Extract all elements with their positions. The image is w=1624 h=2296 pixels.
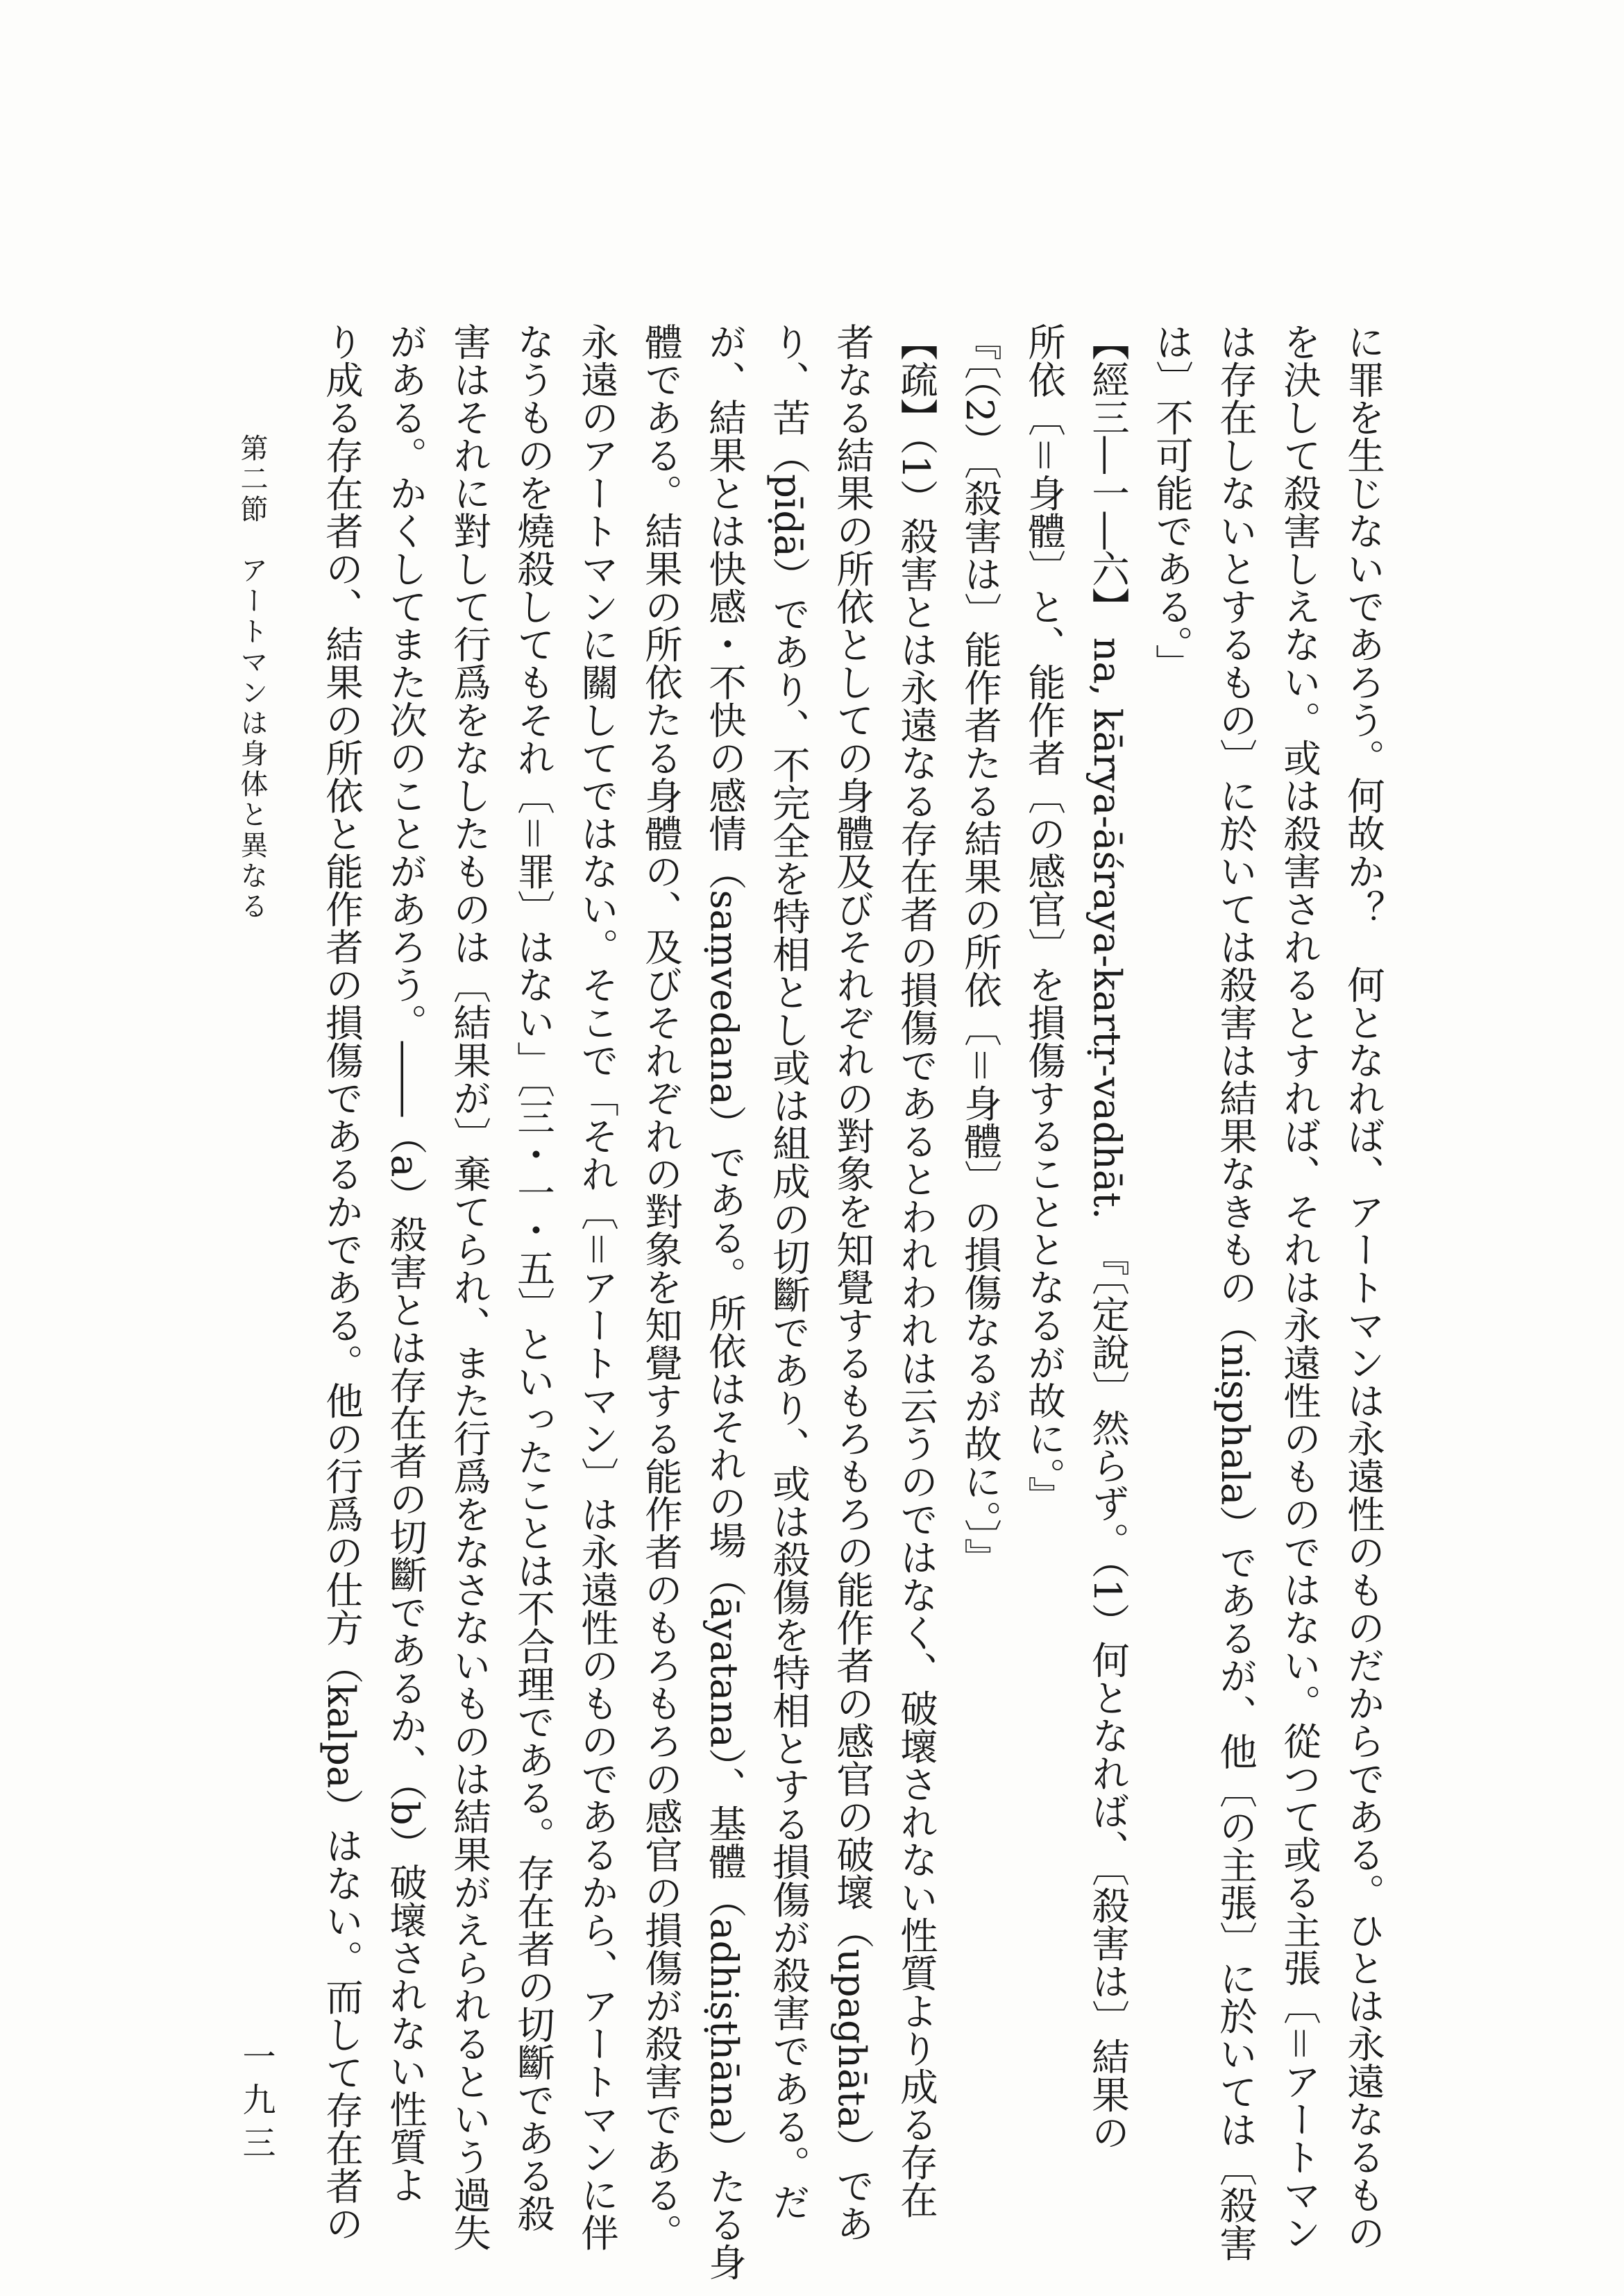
text-line: が、結果とは快感・不快の感情（saṃvedana）である。所依はそれの場（āyatana）、基體（adhiṣṭhāna）たる身 bbox=[702, 323, 747, 2281]
text-line: り成る存在者の、結果の所依と能作者の損傷であるかである。他の行爲の仕方（kalpa）はない。而して存在者の bbox=[319, 323, 364, 2243]
text-line: り、苦（pīḍā）であり、不完全を特相とし或は組成の切斷であり、或は殺傷を特相とする損傷が殺害である。だ bbox=[766, 323, 811, 2221]
page-footer bbox=[232, 434, 281, 2168]
text-line: 害はそれに對して行爲をなしたものは〔結果が〕棄てられ、また行爲をなさないものは結果がえられるという過失 bbox=[447, 323, 491, 2252]
page-number: 一九三 bbox=[237, 2039, 276, 2168]
body-text bbox=[310, 323, 1395, 2281]
text-line: 體である。結果の所依たる身體の、及びそれぞれの對象を知覺する能作者のもろもろの感官の損傷が殺害である。 bbox=[638, 323, 683, 2252]
text-line: に罪を生じないであろう。何故か？ 何となれば、アートマンは永遠性のものだからである。ひとは永遠なるもの bbox=[1341, 323, 1385, 2252]
text-line: 永遠のアートマンに關してではない。そこで「それ〔＝アートマン〕は永遠性のものであるから、アートマンに伴 bbox=[575, 323, 619, 2252]
text-line: は〕不可能である。」 bbox=[1149, 323, 1194, 682]
text-line: 者なる結果の所依としての身體及びそれぞれの對象を知覺するもろもろの能作者の感官の破壞（upaghāta）であ bbox=[830, 323, 874, 2243]
commentary-heading-line: 【疏】（1）殺害とは永遠なる存在者の損傷であるとわれわれは云うのではなく、破壞されない性質より成る存在 bbox=[894, 323, 938, 2219]
sutra-heading-line: 【經三―一―六】 na, kārya-āśraya-kartṛ-vadhāt. 『〔定說〕然らず。（1）何となれば、〔殺害は〕結果の bbox=[1085, 323, 1130, 2152]
text-line: は存在しないとするもの〕に於いては殺害は結果なきもの（niṣphala）であるが、他〔の主張〕に於いては〔殺害 bbox=[1213, 323, 1258, 2262]
text-line: を決して殺害しえない。或は殺害されるとすれば、それは永遠性のものではない。從つて或る主張〔＝アートマン bbox=[1277, 323, 1321, 2252]
text-line: がある。かくしてまた次のことがあろう。――（a）殺害とは存在者の切斷であるか、（b）破壞されない性質よ bbox=[383, 323, 428, 2204]
text-line: 『〔（2）〔殺害は〕能作者たる結果の所依〔＝身體〕の損傷なるが故に。〕』 bbox=[958, 323, 1002, 1576]
text-line: 所依〔＝身體〕と、能作者〔の感官〕を損傷することとなるが故に。』 bbox=[1022, 323, 1066, 1514]
running-head: 第二節 アートマンは身体と異なる bbox=[236, 434, 268, 922]
text-line: なうものを燒殺してもそれ〔＝罪〕はない」〔三・一・五〕といったことは不合理である。存在者の切斷である殺 bbox=[511, 323, 555, 2233]
